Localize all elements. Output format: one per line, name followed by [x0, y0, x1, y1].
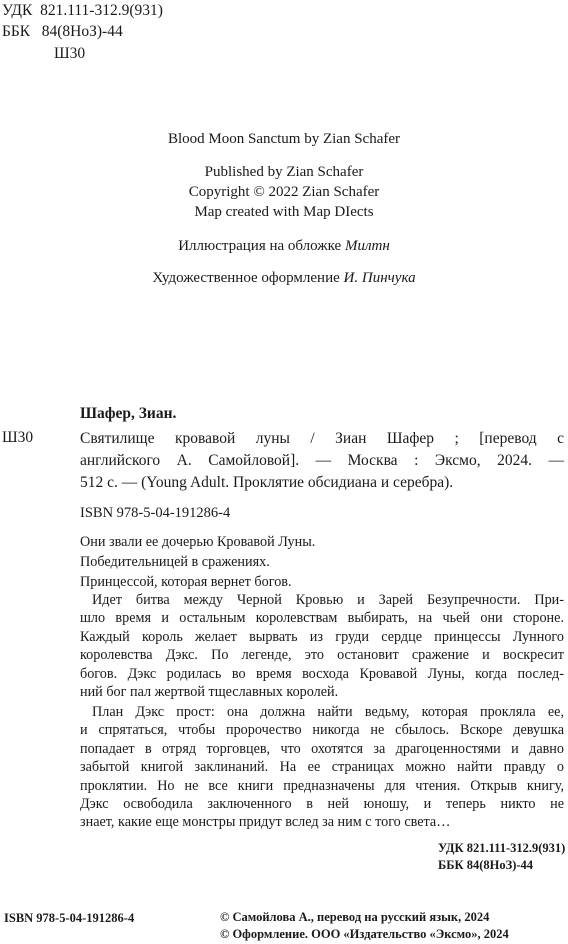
bibliographic-description	[80, 428, 564, 494]
map-credit: Map created with Map DIects	[194, 204, 374, 220]
copyright-line: Copyright © 2022 Zian Schafer	[188, 184, 380, 200]
author-heading: Шафер, Зиан.	[80, 405, 177, 422]
cover-illustrator-name: Милтн	[344, 238, 390, 254]
para2-line: План Дэкс прост: она должна найти ведьму, которая прокляла ее,	[92, 704, 564, 720]
author-sign-top: Ш30	[54, 45, 86, 62]
bbk-label: ББК	[2, 23, 31, 40]
para2-line: проклятии. Но не все книги предназначены для чтения. Открыв книгу,	[80, 777, 564, 794]
para2-line: попадает в отряд торговцев, что охотятся за драгоценностями и давно	[80, 740, 564, 757]
annotation-line-3: Принцессой, которая вернет богов.	[80, 574, 292, 590]
para1-line: богов. Дэкс родилась во время восхода Кровавой Луны, когда послед-	[80, 665, 564, 682]
udk-footer: УДК 821.111-312.9(931)	[438, 841, 566, 855]
annotation-line-1: Они звали ее дочерью Кровавой Луны.	[80, 534, 316, 550]
bib-line-2: английского А. Самойловой]. — Москва : Эксмо, 2024. —	[80, 452, 564, 469]
annotation-paragraph-2	[80, 703, 564, 832]
bbk-value: 84(8НоЗ)-44	[41, 23, 123, 40]
para1-line: ний бог пал жертвой тщеславных королей.	[80, 684, 339, 701]
para2-line: знает, какие еще монстры придут вслед за ним с того света…	[80, 814, 451, 831]
bib-line-1: Святилище кровавой луны / Зиан Шафер ; [перевод с	[80, 430, 564, 447]
annotation-line-2: Победительницей в сражениях.	[80, 554, 270, 570]
published-by: Published by Zian Schafer	[204, 164, 364, 180]
isbn-footer: ISBN 978-5-04-191286-4	[4, 911, 135, 925]
para1-line: королевства Дэкс. По легенде, это остановит сражение и воскресит	[80, 647, 564, 664]
author-sign: Ш30	[2, 429, 34, 446]
bbk-footer: ББК 84(8НоЗ)-44	[438, 858, 534, 872]
para1-line: Идет битва между Черной Кровью и Зарей Безупречности. При-	[92, 592, 564, 608]
art-designer-name: И. Пинчука	[343, 270, 416, 286]
bib-line-3: 512 с. — (Young Adult. Проклятие обсидиана и серебра).	[80, 474, 454, 491]
para2-line: забытой книгой заклинаний. На ее страницах можно найти правду о	[80, 759, 564, 776]
udk-value: 821.111-312.9(931)	[40, 2, 163, 19]
copyright-translation: © Самойлова А., перевод на русский язык, 2024	[220, 910, 490, 924]
original-title: Blood Moon Sanctum by Zian Schafer	[167, 131, 401, 147]
para2-line: и спрятаться, чтобы пророчество никогда не сбылось. Вскоре девушка	[80, 722, 564, 739]
annotation-paragraph-1	[80, 591, 564, 701]
publication-credits	[0, 162, 568, 222]
udk-top	[2, 0, 163, 21]
isbn-bib: ISBN 978-5-04-191286-4	[80, 505, 231, 521]
cover-illustration-credit: Иллюстрация на обложке Милтн	[178, 238, 390, 254]
para1-line: Каждый король желает вырвать из груди сердце принцессы Лунного	[80, 628, 564, 645]
copyright-design: © Оформление. ООО «Издательство «Эксмо», 2024	[220, 927, 509, 941]
art-design-credit: Художественное оформление И. Пинчука	[152, 270, 416, 286]
para2-line: Дэкс освободила заключенного в ней юношу, и теперь никто не	[80, 796, 564, 813]
bbk-top	[2, 21, 123, 42]
para1-line: шло время и остальным королевствам выбирать, на чьей они стороне.	[80, 610, 564, 627]
udk-label: УДК	[2, 2, 33, 19]
